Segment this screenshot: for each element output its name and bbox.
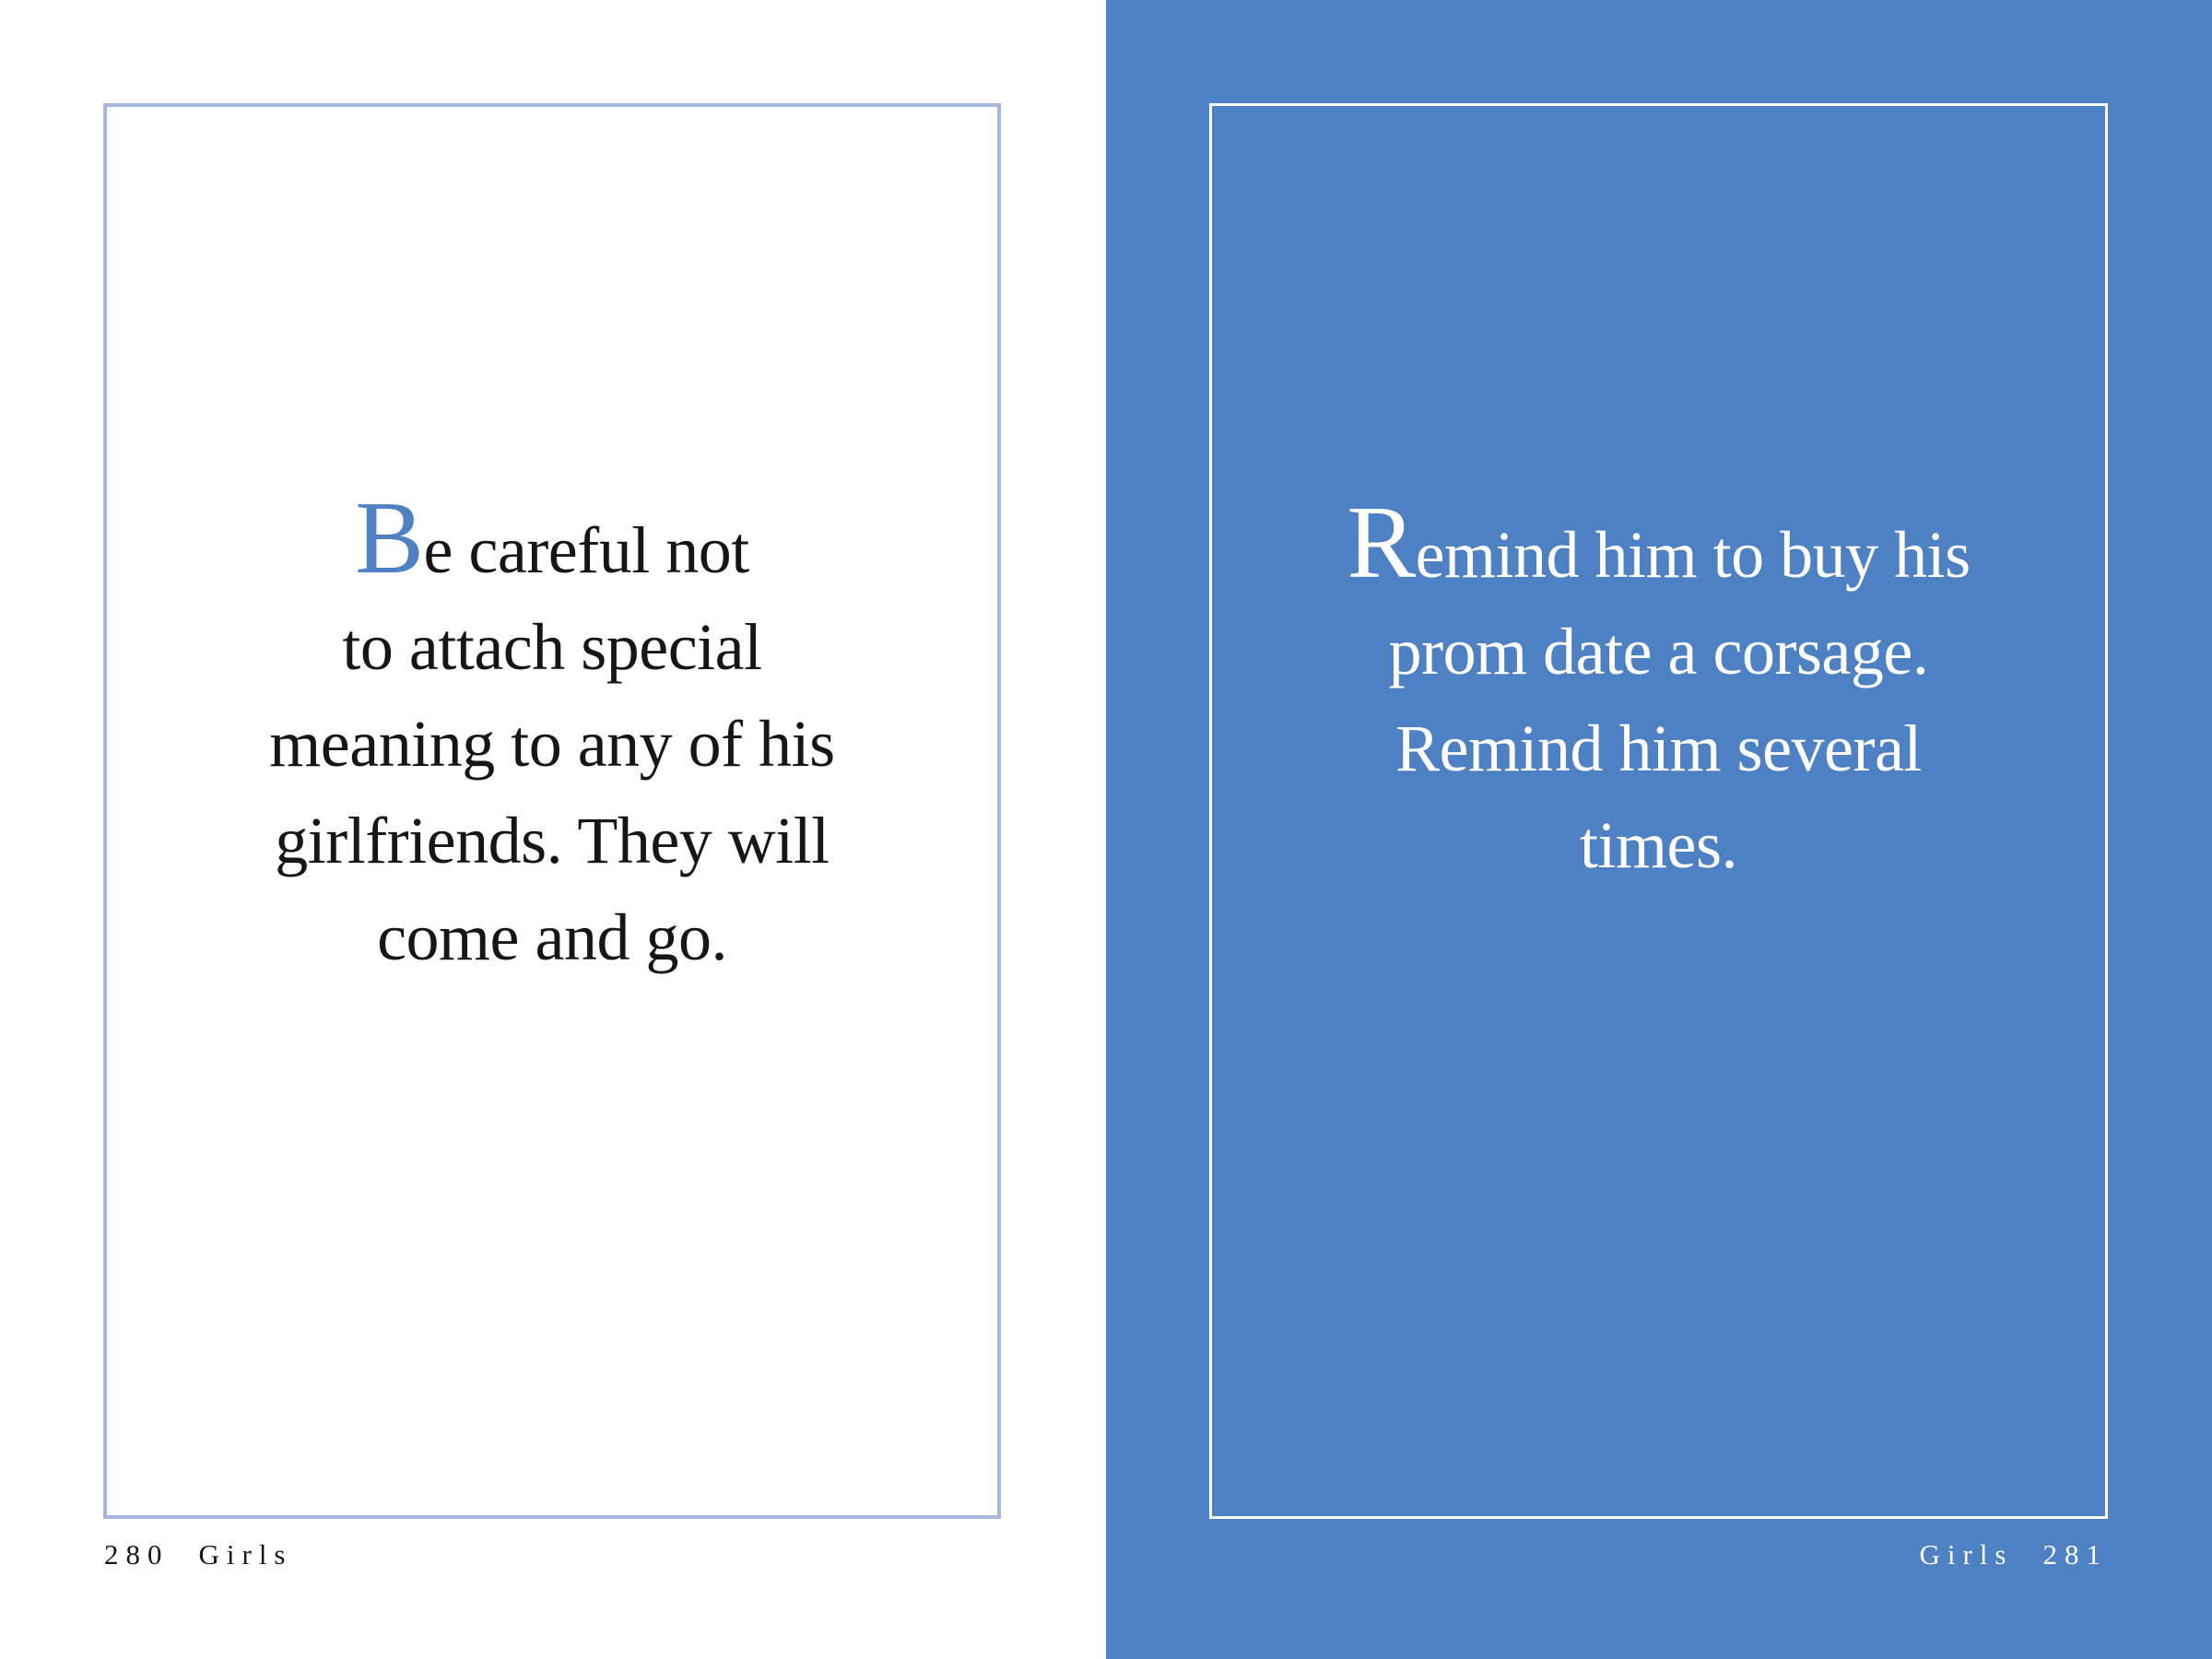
quote-line: Remind him several (1395, 712, 1922, 785)
drop-cap-letter: B (355, 481, 424, 595)
page-number: 281 (2042, 1538, 2108, 1571)
quote-line: come and go. (377, 900, 727, 974)
quote-line: prom date a corsage. (1388, 615, 1929, 688)
left-page-folio (104, 1536, 293, 1573)
quote-line: meaning to any of his (269, 707, 835, 781)
right-page-quote (1209, 486, 2108, 894)
quote-line (1209, 486, 2108, 604)
right-page (1106, 0, 2212, 1659)
quote-line: to attach special (342, 610, 762, 684)
quote-line-text: e careful not (423, 513, 749, 587)
drop-cap-letter: R (1347, 486, 1416, 600)
page-number: 280 (104, 1538, 170, 1571)
right-page-folio (1920, 1536, 2109, 1573)
quote-line-text: emind him to buy his (1415, 518, 1971, 592)
section-label: Girls (1919, 1538, 2014, 1571)
quote-line: times. (1580, 808, 1737, 882)
quote-line: girlfriends. They will (275, 804, 830, 877)
left-page-quote (103, 481, 1001, 986)
quote-line (103, 481, 1001, 599)
section-label: Girls (198, 1538, 293, 1571)
